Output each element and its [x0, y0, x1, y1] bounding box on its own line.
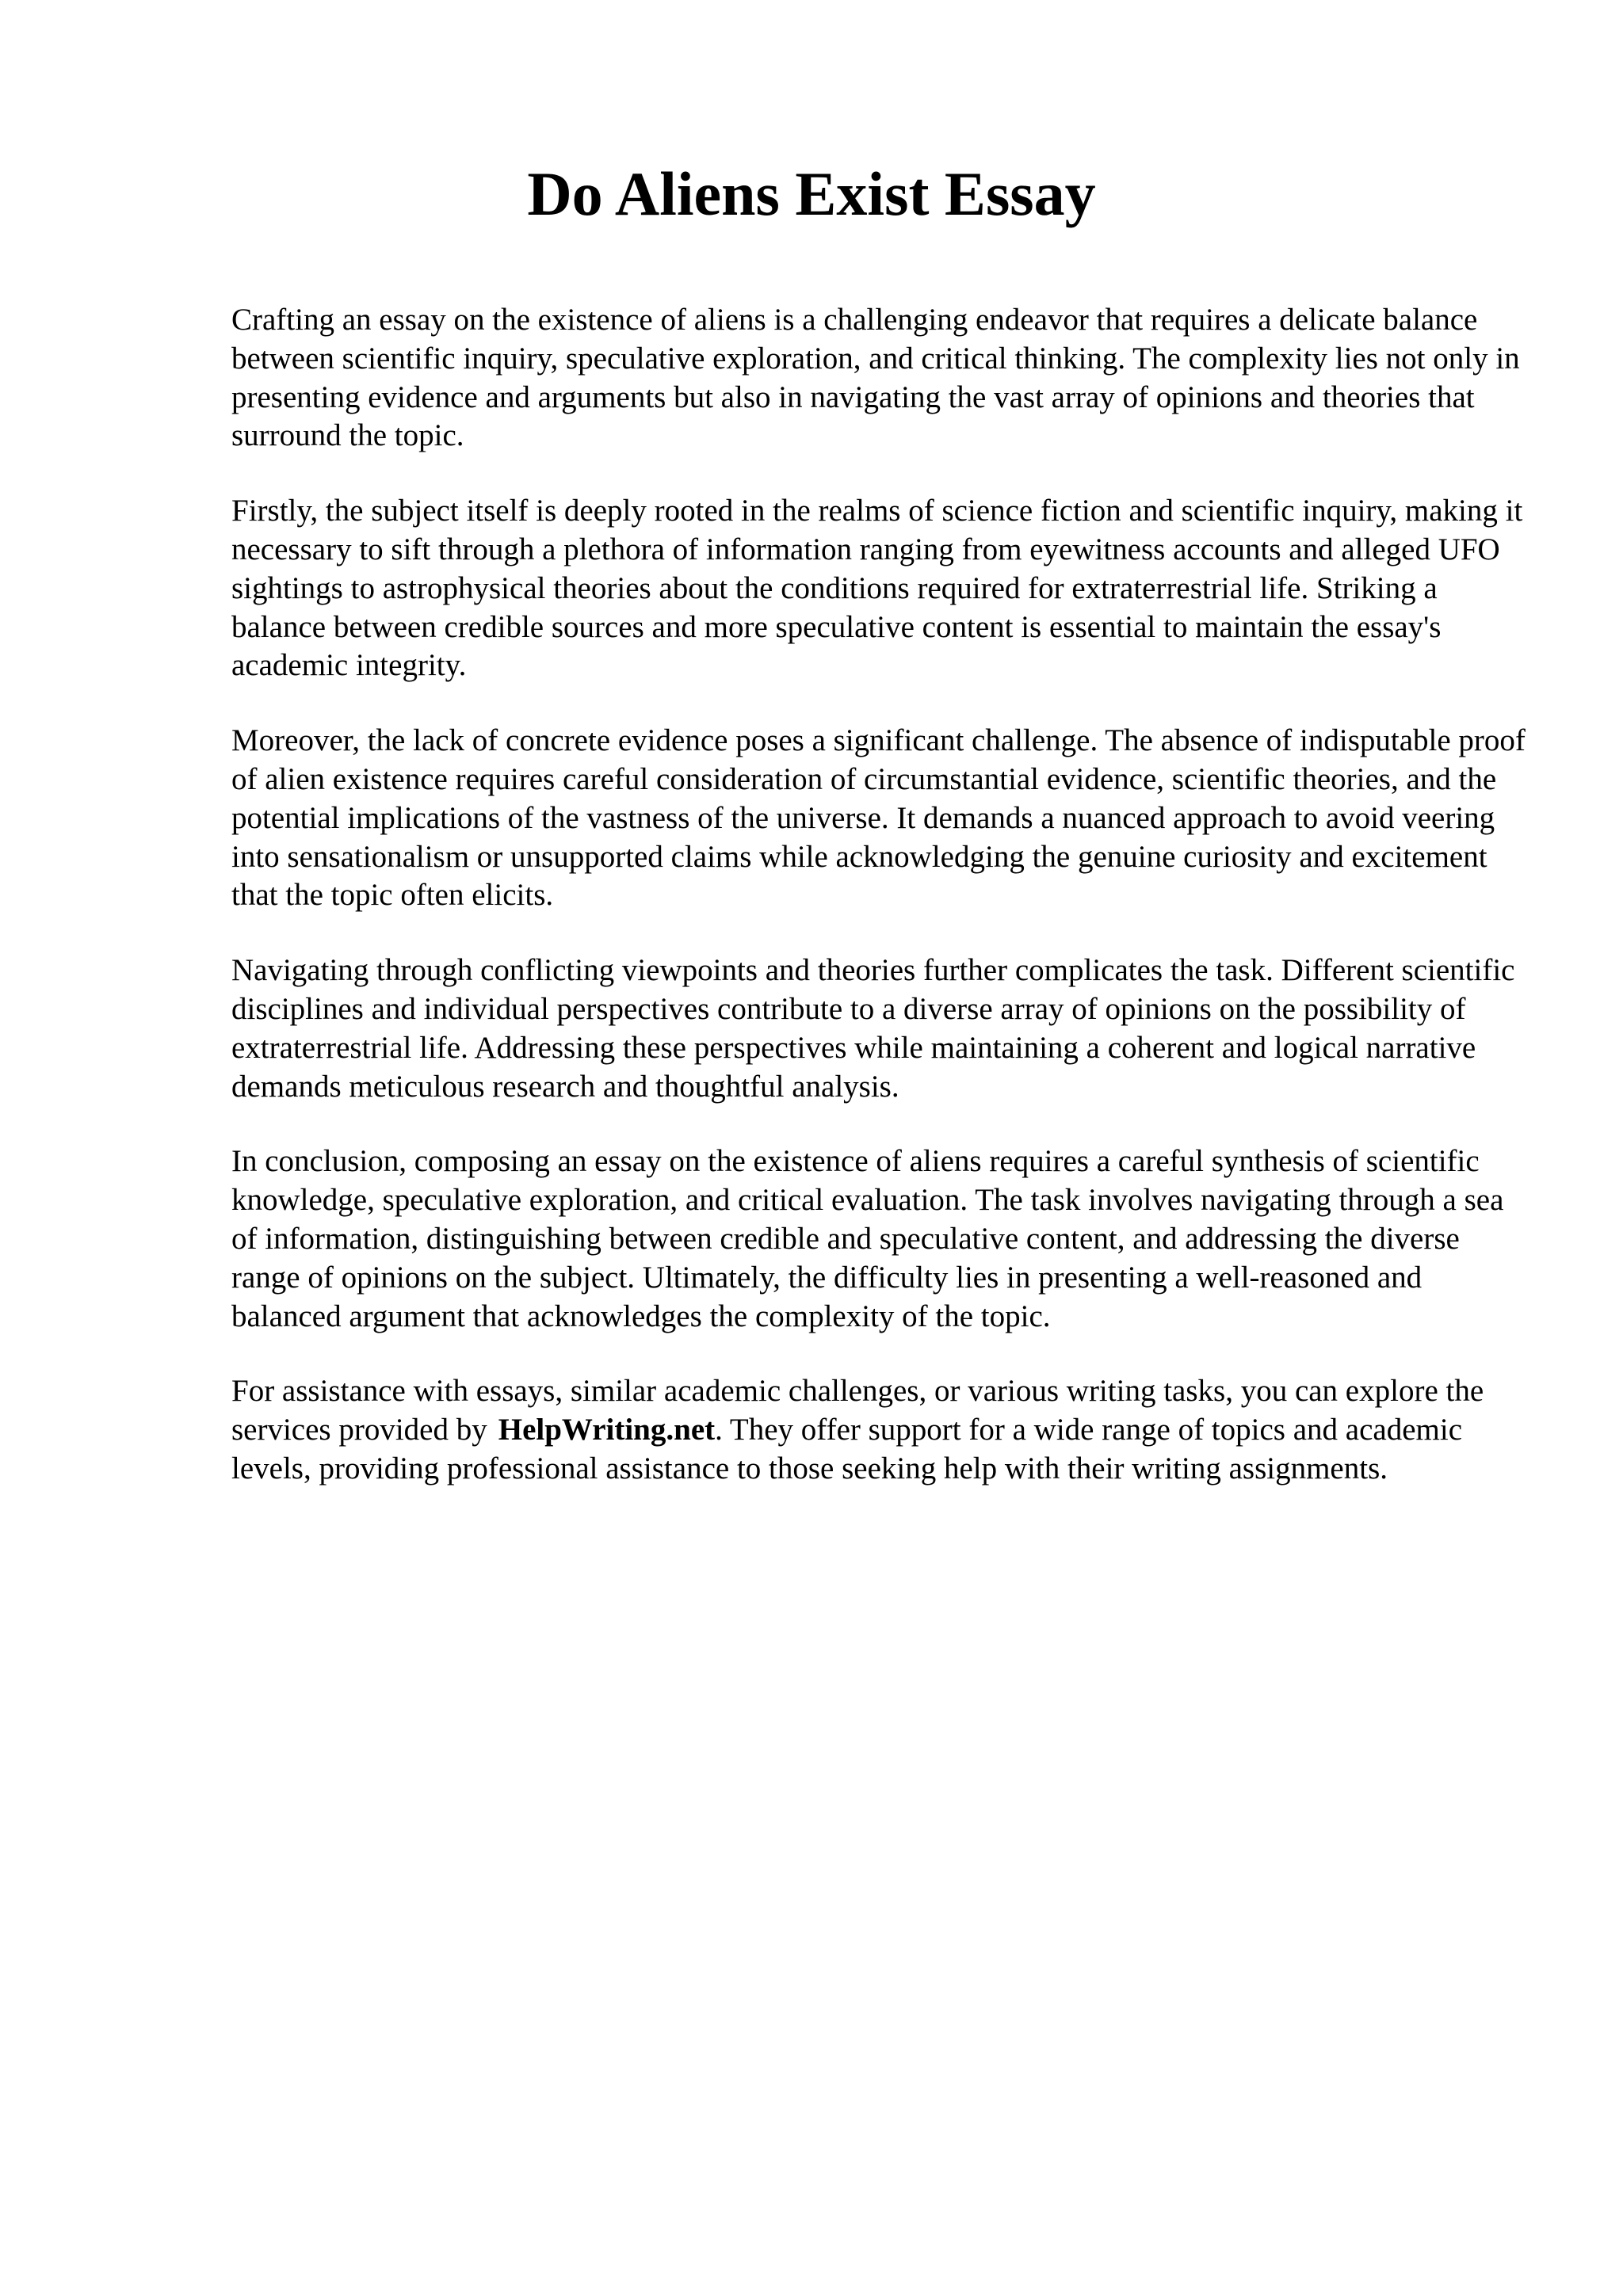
paragraph-firstly: Firstly, the subject itself is deeply rooted in the realms of science fiction and scientific inquiry, making it necessary to sift through a plethora of information ranging from eyewitness accounts and alleged UFO sightings to astrophysical theories about the conditions required for extraterrestrial life. Striking a balance between credible sources and more speculative content is essential to maintain the essay's academic integrity. — [231, 494, 1523, 683]
paragraph-conclusion: In conclusion, composing an essay on the existence of aliens requires a careful synthesis of scientific knowledge, speculative exploration, and critical evaluation. The task involves navigating through a sea of information, distinguishing between credible and speculative content, and addressing the diverse range of opinions on the subject. Ultimately, the difficulty lies in presenting a well-reasoned and balanced argument that acknowledges the complexity of the topic. — [231, 1144, 1504, 1333]
essay-body — [231, 301, 1531, 1525]
closing-text-after: . They offer support for a wide range of topics and academic levels, providing professional assistance to those seeking help with their writing assignments. — [231, 1413, 1462, 1486]
page-title: Do Aliens Exist Essay — [527, 159, 1096, 228]
paragraph-navigating: Navigating through conflicting viewpoints and theories further complicates the task. Different scientific disciplines and individual perspectives contribute to a diverse array of opinions on the possibility of extraterrestrial life. Addressing these perspectives while maintaining a coherent and logical narrative demands meticulous research and thoughtful analysis. — [231, 953, 1515, 1104]
paragraph-intro: Crafting an essay on the existence of aliens is a challenging endeavor that requires a delicate balance between scientific inquiry, speculative exploration, and critical thinking. The complexity lies not only in presenting evidence and arguments but also in navigating the vast array of opinions and theories that surround the topic. — [231, 303, 1520, 453]
brand-name: HelpWriting.net — [498, 1413, 716, 1447]
closing-text-before: For assistance with essays, similar academic challenges, or various writing tasks, you can explore the services provided by — [231, 1374, 1484, 1447]
paragraph-moreover: Moreover, the lack of concrete evidence poses a significant challenge. The absence of indisputable proof of alien existence requires careful consideration of circumstantial evidence, scientific theories, and the potential implications of the vastness of the universe. It demands a nuanced approach to avoid veering into sensationalism or unsupported claims while acknowledging the genuine curiosity and excitement that the topic often elicits. — [231, 723, 1526, 913]
paragraph-closing — [231, 1372, 1531, 1488]
